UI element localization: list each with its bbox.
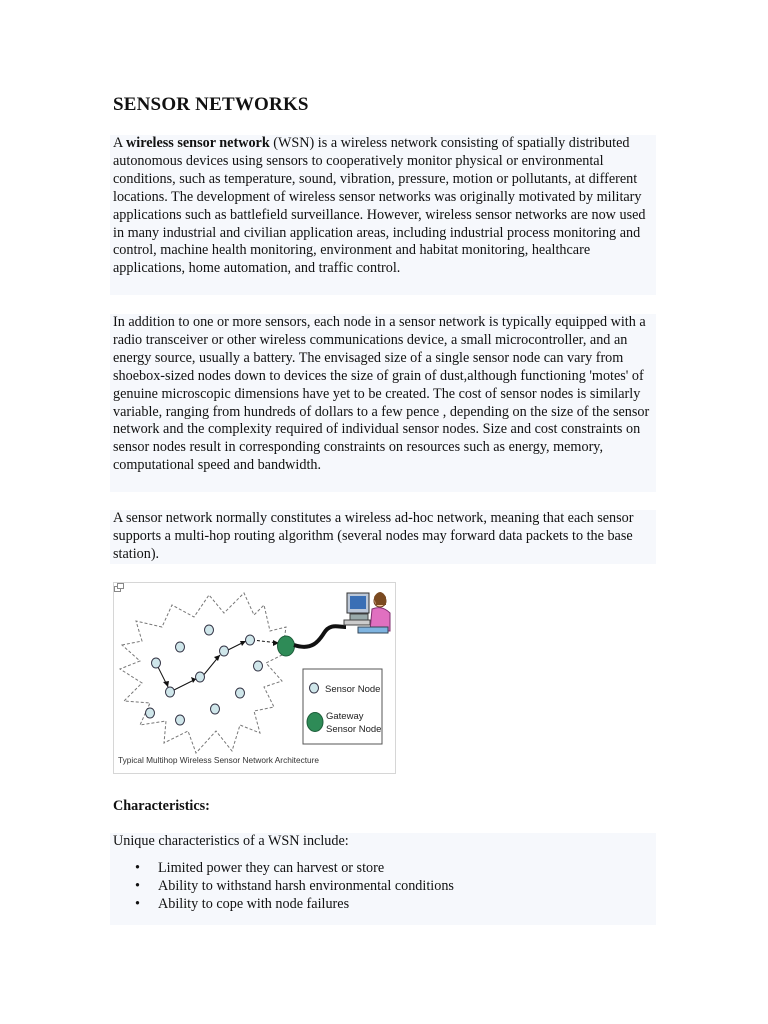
adhoc-paragraph: A sensor network normally constitutes a wireless ad-hoc network, meaning that each sensor supports a multi-hop routing algorithm (several nodes may forward data packets to the base station). bbox=[113, 510, 634, 562]
wsn-architecture-figure[interactable] bbox=[113, 582, 396, 774]
adhoc-paragraph-block bbox=[110, 510, 656, 564]
list-item-text: Ability to cope with node failures bbox=[158, 895, 350, 912]
components-paragraph: In addition to one or more sensors, each node in a sensor network is typically equipped with a radio transceiver or other wireless communications device, a small microcontroller, and an energy source, usually a battery. The envisaged size of a single sensor node can vary from shoebox-sized nodes down to devices the size of grain of dust,although functioning 'motes' of genuine microscopic dimensions have yet to be created. The cost of sensor nodes is similarly variable, ranging from hundreds of dollars to a few pence , depending on the size of the sensor network and the complexity required of individual sensor nodes. Size and cost constraints on sensor nodes result in corresponding constraints on resources such as energy, memory, computational speed and bandwidth. bbox=[113, 314, 650, 474]
gateway-node bbox=[278, 636, 295, 656]
characteristics-heading: Characteristics: bbox=[113, 798, 210, 814]
components-paragraph-block bbox=[110, 314, 656, 492]
legend-gateway-label-2: Sensor Node bbox=[326, 724, 382, 735]
intro-paragraph bbox=[113, 135, 653, 278]
list-item bbox=[135, 877, 653, 895]
legend-sensor-label: Sensor Node bbox=[325, 684, 381, 695]
cable bbox=[294, 626, 346, 647]
bullet-icon: • bbox=[135, 859, 140, 876]
characteristics-list bbox=[113, 859, 653, 913]
characteristics-block bbox=[110, 833, 656, 925]
list-item-text: Limited power they can harvest or store bbox=[158, 859, 385, 876]
figure-caption: Typical Multihop Wireless Sensor Network Architecture bbox=[118, 755, 320, 765]
base-station-icon bbox=[344, 592, 390, 633]
list-item bbox=[135, 859, 653, 877]
bullet-icon: • bbox=[135, 877, 140, 894]
legend-sensor-swatch bbox=[310, 683, 319, 693]
intro-lead: A bbox=[113, 135, 127, 151]
legend-gateway-label-1: Gateway bbox=[326, 711, 364, 722]
list-item bbox=[135, 895, 653, 913]
intro-text: (WSN) is a wireless network consisting of spatially distributed autonomous devices using sensors to cooperatively monitor physical or environmental conditions, such as temperature, sound, vibration, pressure, motion or pollutants, at different locations. The development of wireless sensor networks was originally motivated by military applications such as battlefield surveillance. However, wireless sensor networks are now used in many industrial and civilian application areas, including industrial process monitoring and control, machine health monitoring, environment and habitat monitoring, healthcare applications, home automation, and traffic control. bbox=[113, 135, 646, 277]
list-item-text: Ability to withstand harsh environmental conditions bbox=[158, 877, 454, 894]
intro-bold-term: wireless sensor network bbox=[126, 135, 270, 151]
intro-paragraph-block bbox=[110, 135, 656, 295]
bullet-icon: • bbox=[135, 895, 140, 912]
legend-gateway-swatch bbox=[307, 713, 323, 732]
wsn-diagram bbox=[114, 583, 397, 775]
characteristics-intro: Unique characteristics of a WSN include: bbox=[113, 833, 349, 849]
enlarge-icon[interactable] bbox=[114, 583, 124, 592]
page-title: SENSOR NETWORKS bbox=[113, 94, 309, 115]
sensor-nodes bbox=[146, 625, 263, 725]
